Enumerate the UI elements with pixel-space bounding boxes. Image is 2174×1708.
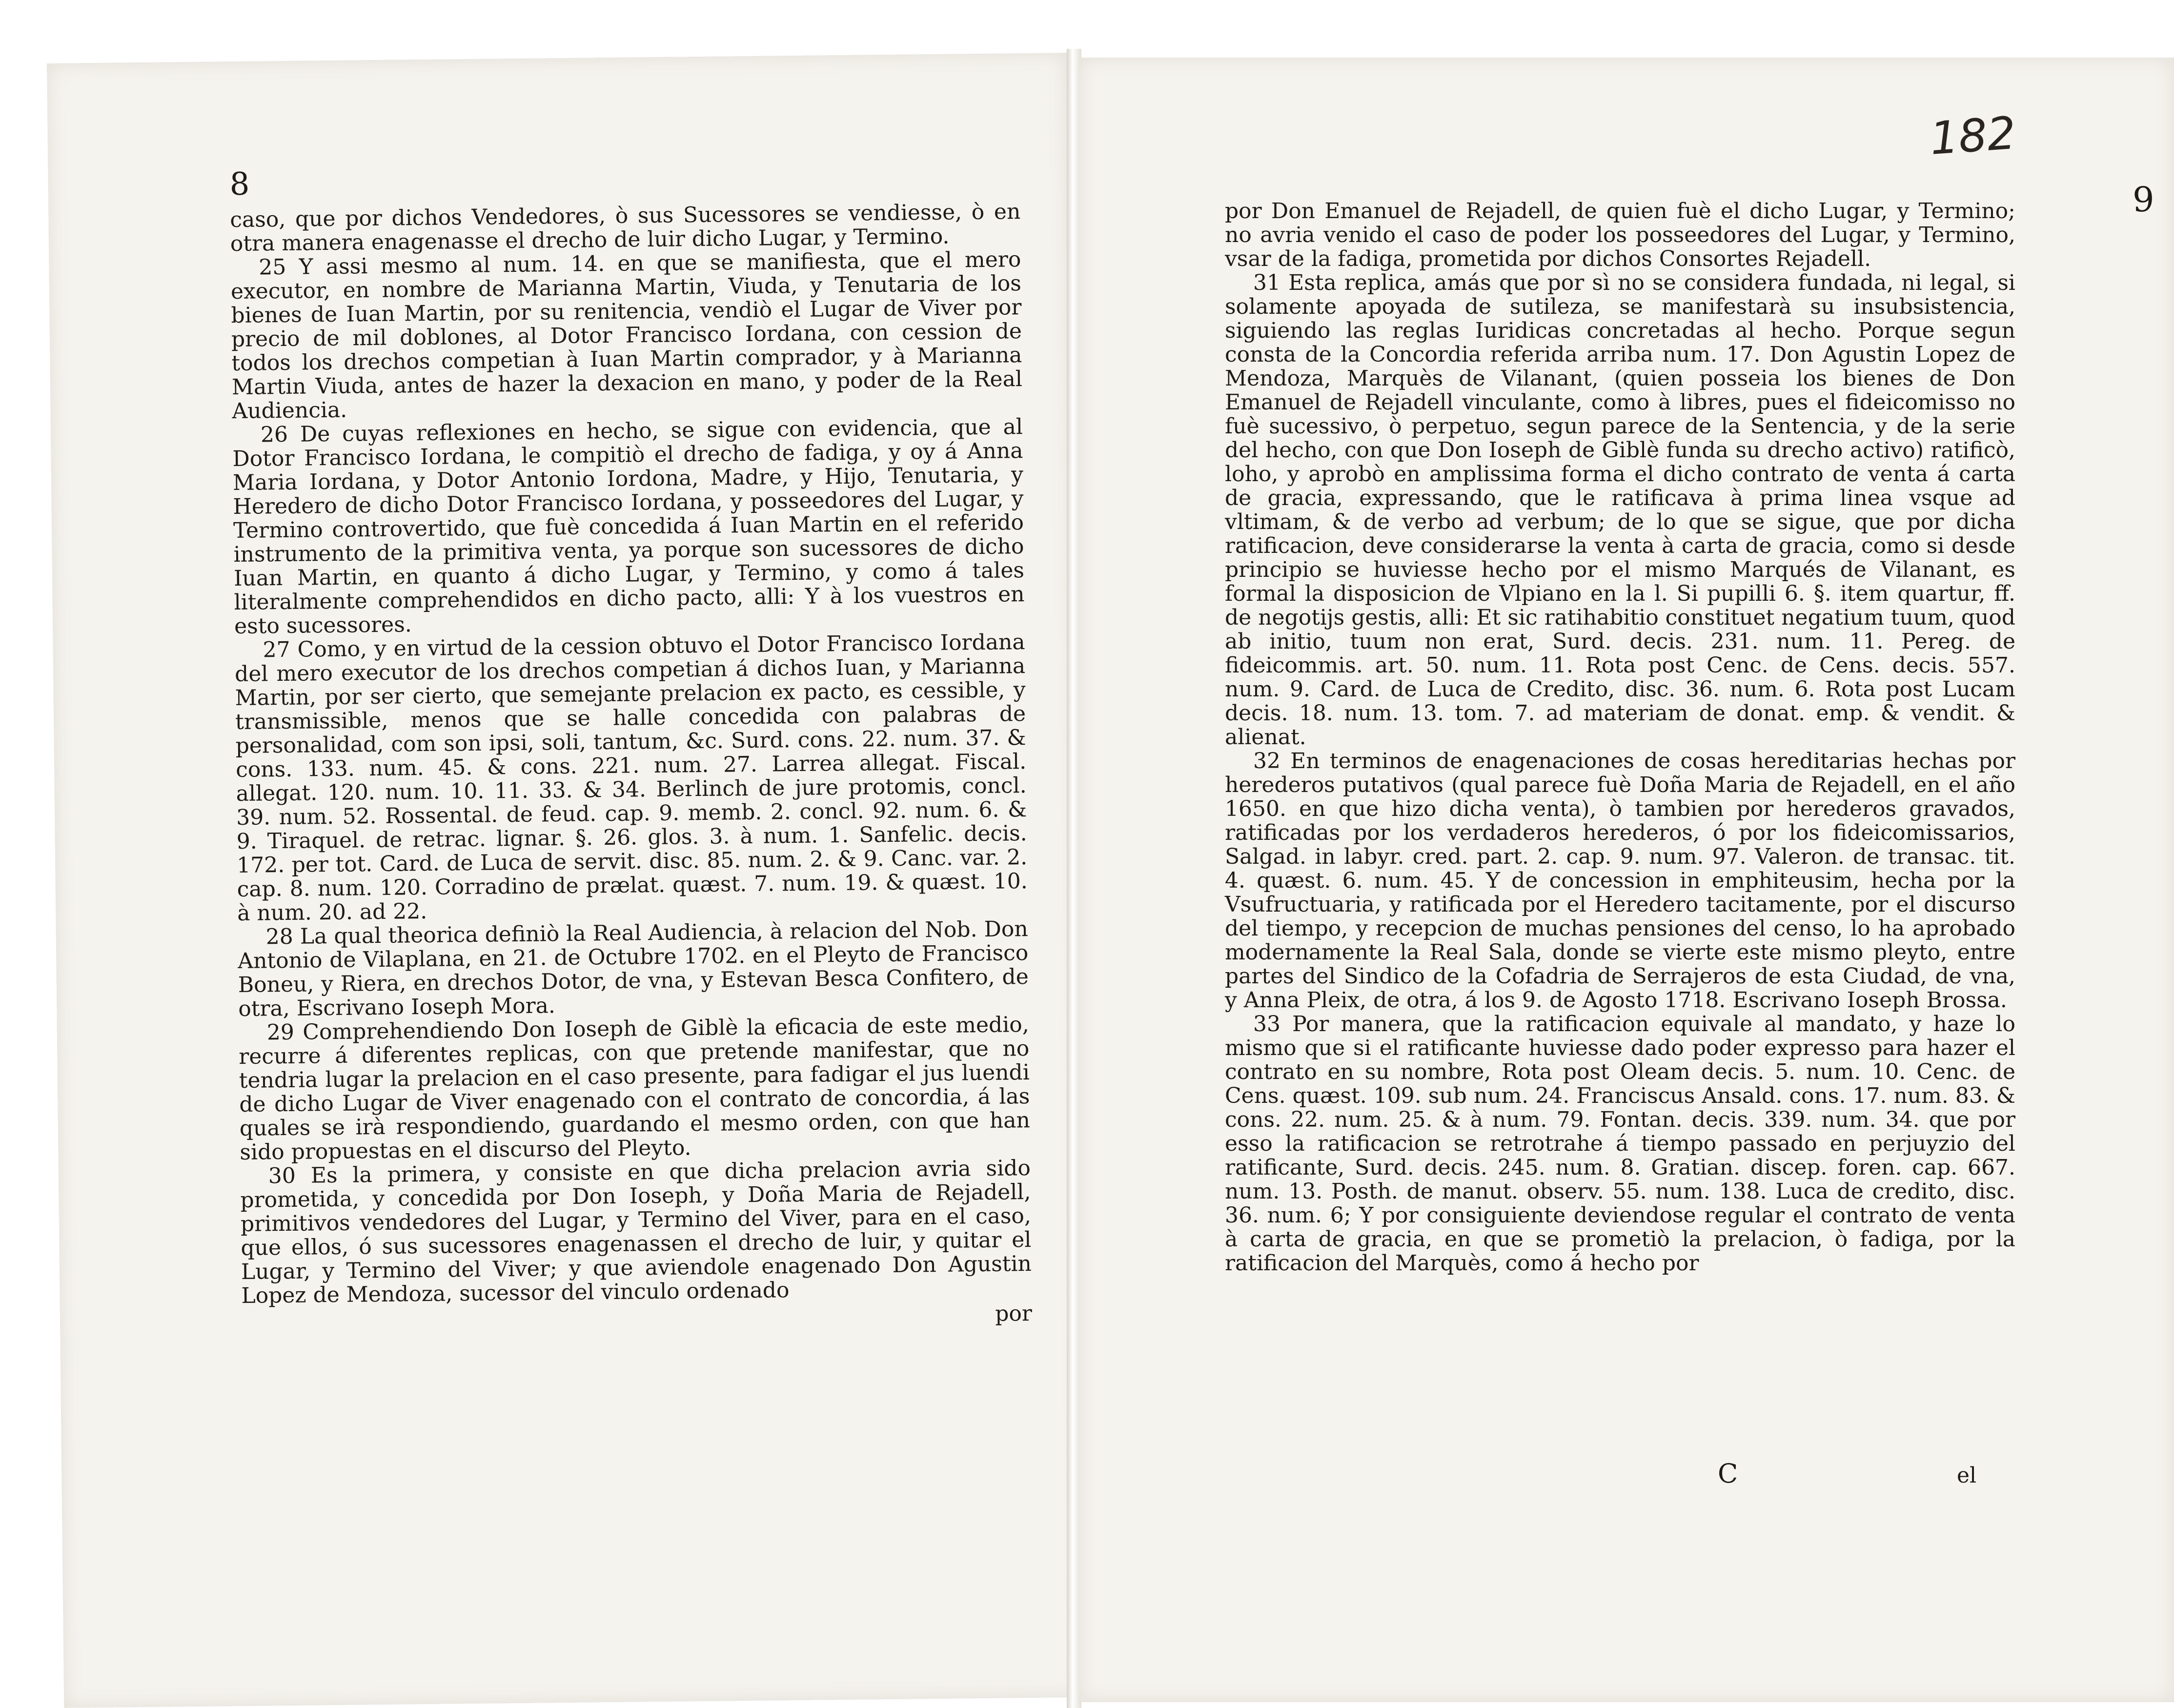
page-number-left: 8 xyxy=(229,166,250,203)
catchword: el xyxy=(1957,1463,1977,1488)
paragraph: 33 Por manera, que la ratificacion equivale al mandato, y haze lo mismo que si el ratificante huviesse dado poder expresso para hazer el contrato en su nombre, Rota post Oleam decis. 5. num. 10. Cenc. de Cens. quæst. 109. sub num. 24. Franciscus Ansald. cons. 17. num. 83. & cons. 22. num. 25. & à num. 79. Fontan. decis. 339. num. 34. que por esso la ratificacion se retrotrahe á tiempo passado en perjuyzio del ratificante, Surd. decis. 245. num. 8. Gratian. discep. foren. cap. 667. num. 13. Posth. de manut. observ. 55. num. 138. Luca de credito, disc. 36. num. 6; Y por consiguiente deviendose regular el contrato de venta à carta de gracia, en que se prometiò la prelacion, ò fadiga, por la ratificacion del Marquès, como á hecho por xyxy=(1225,1012,2015,1276)
catchword: por xyxy=(995,1301,1033,1326)
handwritten-folio-number: 182 xyxy=(1928,107,2018,165)
paragraph: 25 Y assi mesmo al num. 14. en que se manifiesta, que el mero executor, en nombre de Marianna Martin, Viuda, y Tenutaria de los bienes de Iuan Martin, por su renitencia, vendiò el Lugar de Viver por precio de mil doblones, al Dotor Francisco Iordana, con cession de todos los drechos competian à Iuan Martin comprador, y à Marianna Martin Viuda, antes de hazer la dexacion en mano, y poder de la Real Audiencia. xyxy=(230,247,1023,424)
left-page xyxy=(47,53,1084,1708)
signature-mark: C xyxy=(1718,1458,1738,1489)
paragraph: 26 De cuyas reflexiones en hecho, se sigue con evidencia, que al Dotor Francisco Iordana, le compitiò el drecho de fadiga, y oy á Anna Maria Iordana, y Dotor Antonio Iordona, Madre, y Hijo, Tenutaria, y Heredero de dicho Dotor Francisco Iordana, y posseedores del Lugar, y Termino controvertido, que fuè concedida á Iuan Martin en el referido instrumento de la primitiva venta, ya porque son sucessores de dicho Iuan Martin, en quanto á dicho Lugar, y Termino, y como á tales literalmente comprehendidos en dicho pacto, alli: Y à los vuestros en esto sucessores. xyxy=(232,414,1025,639)
paragraph: 30 Es la primera, y consiste en que dicha prelacion avria sido prometida, y concedida por Don Ioseph, y Doña Maria de Rejadell, primitivos vendedores del Lugar, y Termino del Viver, para en el caso, que ellos, ó sus sucessores enagenassen el drecho de luir, y quitar el Lugar, y Termino del Viver; y que aviendole enagenado Don Agustin Lopez de Mendoza, sucessor del vinculo ordenado xyxy=(240,1156,1032,1308)
right-body-text xyxy=(1225,199,2015,1275)
paragraph: 32 En terminos de enagenaciones de cosas hereditarias hechas por herederos putativos (qual parece fuè Doña Maria de Rejadell, en el año 1650. en que hizo dicha venta), ò tambien por herederos gravados, ratificadas por los verdaderos herederos, ó por los fideicomissarios, Salgad. in labyr. cred. part. 2. cap. 9. num. 97. Valeron. de transac. tit. 4. quæst. 6. num. 45. Y de concession in emphiteusim, hecha por la Vsufructuaria, y ratificada por el Heredero tacitamente, por el discurso del tiempo, y recepcion de muchas pensiones del censo, lo ha aprobado modernamente la Real Sala, donde se vierte este mismo pleyto, entre partes del Sindico de la Cofadria de Serrajeros de esta Ciudad, de vna, y Anna Pleix, de otra, á los 9. de Agosto 1718. Escrivano Ioseph Brossa. xyxy=(1225,749,2015,1013)
page-number-right: 9 xyxy=(2133,180,2154,220)
paragraph: por Don Emanuel de Rejadell, de quien fuè el dicho Lugar, y Termino; no avria venido el caso de poder los posseedores del Lugar, y Termino, vsar de la fadiga, prometida por dichos Consortes Rejadell. xyxy=(1225,199,2015,271)
right-page xyxy=(1078,58,2174,1702)
paragraph: 31 Esta replica, amás que por sì no se considera fundada, ni legal, si solamente apoyada de sutileza, se manifestarà su insubsistencia, siguiendo las reglas Iuridicas concretadas al hecho. Porque segun consta de la Concordia referida arriba num. 17. Don Agustin Lopez de Mendoza, Marquès de Vilanant, (quien posseia los bienes de Don Emanuel de Rejadell vinculante, como à libres, pues el fideicomisso no fuè sucessivo, ò perpetuo, segun parece de la Sentencia, y de la serie del hecho, con que Don Ioseph de Giblè funda su drecho activo) ratificò, loho, y aprobò en amplissima forma el dicho contrato de venta á carta de gracia, expressando, que le ratificava à prima linea vsque ad vltimam, & de verbo ad verbum; de lo que se sigue, que por dicha ratificacion, deve considerarse la venta à carta de gracia, como si desde principio se huviesse hecho por el mismo Marqués de Vilanant, es formal la disposicion de Vlpiano en la l. Si pupilli 6. §. item quartur, ff. de negotijs gestis, alli: Et sic ratihabitio constituet negatium tuum, quod ab initio, tuum non erat, Surd. decis. 231. num. 11. Pereg. de fideicommis. art. 50. num. 11. Rota post Cenc. de Cens. decis. 557. num. 9. Card. de Luca de Credito, disc. 36. num. 6. Rota post Lucam decis. 18. num. 13. tom. 7. ad materiam de donat. emp. & vendit. & alienat. xyxy=(1225,270,2015,750)
paragraph: 29 Comprehendiendo Don Ioseph de Giblè la eficacia de este medio, recurre á diferentes replicas, con que pretende manifestar, que no tendria lugar la prelacion en el caso presente, para fadigar el jus luendi de dicho Lugar de Viver enagenado con el contrato de concordia, á las quales se irà respondiendo, guardando el mesmo orden, con que han sido propuestas en el discurso del Pleyto. xyxy=(239,1012,1031,1165)
left-body-text xyxy=(230,200,1032,1334)
paragraph: caso, que por dichos Vendedores, ò sus Sucessores se vendiesse, ò en otra manera enagenasse el drecho de luir dicho Lugar, y Termino. xyxy=(230,199,1021,257)
paragraph: 28 La qual theorica definiò la Real Audiencia, à relacion del Nob. Don Antonio de Vilaplana, en 21. de Octubre 1702. en el Pleyto de Francisco Boneu, y Riera, en drechos Dotor, de vna, y Estevan Besca Confitero, de otra, Escrivano Ioseph Mora. xyxy=(238,916,1029,1021)
paragraph: 27 Como, y en virtud de la cession obtuvo el Dotor Francisco Iordana del mero executor de los drechos competian á dichos Iuan, y Marianna Martin, por ser cierto, que semejante prelacion ex pacto, es cessible, y transmissible, menos que se halle concedida con palabras de personalidad, com son ipsi, soli, tantum, &c. Surd. cons. 22. num. 37. & cons. 133. num. 45. & cons. 221. num. 27. Larrea allegat. Fiscal. allegat. 120. num. 10. 11. 33. & 34. Berlinch de jure protomis, concl. 39. num. 52. Rossental. de feud. cap. 9. memb. 2. concl. 92. num. 6. & 9. Tiraquel. de retrac. lignar. §. 26. glos. 3. à num. 1. Sanfelic. decis. 172. per tot. Card. de Luca de servit. disc. 85. num. 2. & 9. Canc. var. 2. cap. 8. num. 120. Corradino de prælat. quæst. 7. num. 19. & quæst. 10. à num. 20. ad 22. xyxy=(234,630,1028,926)
